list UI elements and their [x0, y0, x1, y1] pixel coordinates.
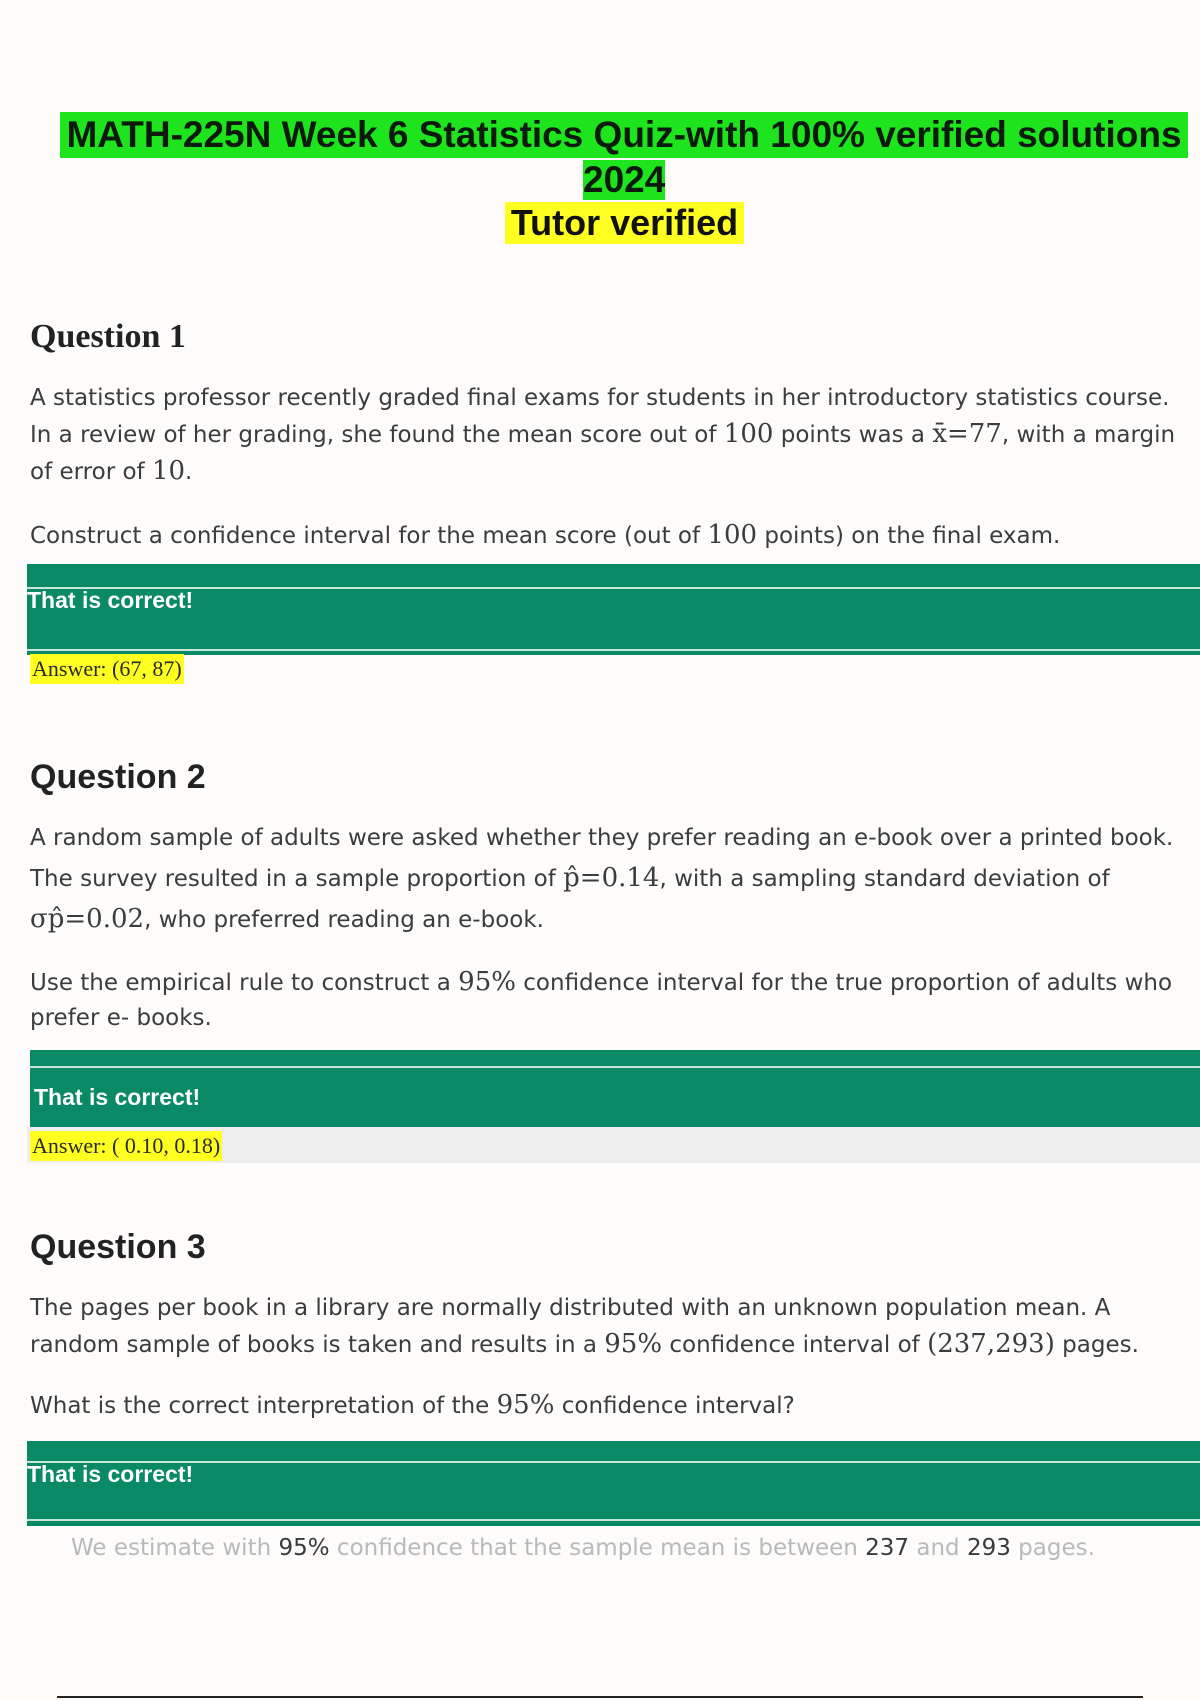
sigma-expression: σp̂=0.02 — [30, 904, 145, 934]
question-3-text: The pages per book in a library are normally distributed with an unknown population mean. A random sample of books is taken and results in a 95% confidence interval of (237,293) pages. — [30, 1295, 1139, 1359]
question-3-interpretation: We estimate with 95% confidence that the sample mean is between 237 and 293 pages. — [71, 1535, 1095, 1561]
question-1-feedback-banner — [27, 564, 1200, 655]
feedback-label: That is correct! — [27, 1461, 194, 1487]
feedback-rule — [27, 649, 1200, 651]
feedback-label: That is correct! — [27, 587, 194, 613]
tutor-verified-badge: Tutor verified — [505, 202, 744, 244]
question-2-feedback-banner — [30, 1050, 1200, 1127]
footer-divider — [57, 1696, 1143, 1698]
feedback-rule — [27, 1519, 1200, 1521]
p-hat-expression: p̂=0.14 — [563, 863, 660, 893]
document-title-year: 2024 — [583, 159, 666, 200]
question-1-text: A statistics professor recently graded final exams for students in her introductory statistics course. In a review of her grading, she found the mean score out of 100 points was a x̄=77, with a margin of error of 10. — [30, 385, 1176, 486]
feedback-rule — [30, 1066, 1200, 1068]
question-2-heading: Question 2 — [30, 758, 206, 796]
question-2-answer: Answer: ( 0.10, 0.18) — [30, 1131, 222, 1161]
question-2-text: A random sample of adults were asked whether they prefer reading an e-book over a printed book. The survey resulted in a sample proportion of p̂=0.14, with a sampling standard deviation of σp̂=0.02, who preferred reading an e-book. — [30, 825, 1174, 934]
feedback-rule — [27, 587, 1200, 589]
question-2-prompt: Use the empirical rule to construct a 95% confidence interval for the true proportion of adults who prefer e- books. — [30, 967, 1173, 1031]
x-bar-expression: x̄=77 — [932, 419, 1002, 449]
question-1-heading: Question 1 — [30, 318, 186, 355]
question-3-feedback-banner — [27, 1441, 1200, 1526]
question-3-prompt: What is the correct interpretation of the 95% confidence interval? — [30, 1390, 795, 1420]
feedback-rule — [27, 1461, 1200, 1463]
document-title: MATH-225N Week 6 Statistics Quiz-with 100% verified solutions — [60, 112, 1188, 158]
question-3-heading: Question 3 — [30, 1228, 206, 1266]
question-1-prompt: Construct a confidence interval for the mean score (out of 100 points) on the final exam. — [30, 520, 1061, 550]
feedback-label: That is correct! — [34, 1084, 201, 1110]
question-1-answer: Answer: (67, 87) — [30, 654, 184, 684]
